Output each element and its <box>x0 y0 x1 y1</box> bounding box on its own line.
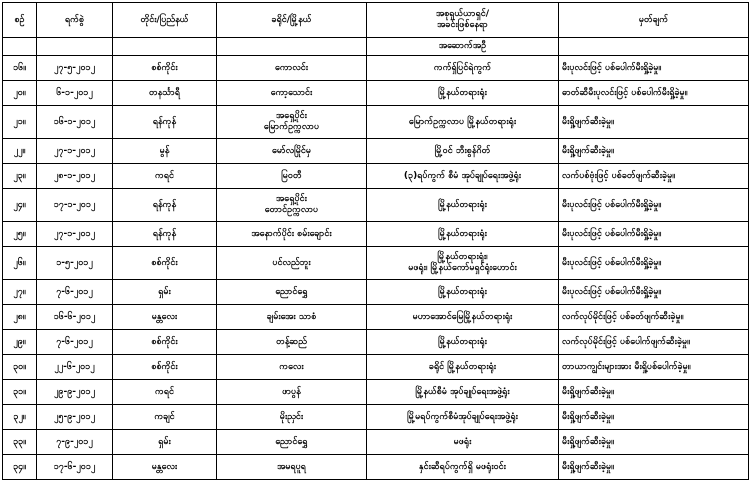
table-row <box>3 222 749 247</box>
incident-table <box>2 2 749 480</box>
row-remarks-cell: မီးပုလင်းဖြင့် ပစ်ပေါက်မီးရှို့ခဲ့မှု။ <box>559 189 749 222</box>
table-row <box>3 355 749 380</box>
row-region-cell: မန္တလေး <box>113 455 217 480</box>
table-row <box>3 56 749 81</box>
row-date-cell: ၇-၆-၂၀၁၂ <box>37 280 113 305</box>
row-date-cell: ၁၇-၆-၂၀၁၂ <box>37 455 113 480</box>
row-region-cell: စစ်ကိုင်း <box>113 247 217 280</box>
row-location-cell <box>367 56 559 81</box>
row-number-cell: ၂၂။ <box>3 139 37 164</box>
row-location-line: မြို့နယ်တရားရုံး <box>438 87 487 98</box>
section-empty-cell <box>37 38 113 56</box>
section-empty-cell <box>3 38 37 56</box>
row-region-cell: စစ်ကိုင်း <box>113 355 217 380</box>
table-row <box>3 164 749 189</box>
row-region-cell: ရန်ကုန် <box>113 106 217 139</box>
row-region-cell: ကရင် <box>113 164 217 189</box>
row-location-line: မဟာအောင်မြေမြို့နယ်တရားရုံး <box>412 311 513 322</box>
row-location-line: မြို့နယ်တရားရုံး <box>438 228 487 239</box>
row-remarks-cell: တာယာကျွင်းများအား မီးရှို့ပစ်ပေါက်ခဲ့မှု။ <box>559 355 749 380</box>
row-location-cell <box>367 106 559 139</box>
row-remarks-cell: မီးရှို့ဖျက်ဆီးခဲ့မှု။ <box>559 380 749 405</box>
row-region-cell: တနင်္သာရီ <box>113 81 217 106</box>
table-row <box>3 430 749 455</box>
row-date-cell: ၂၉-၉-၂၀၁၂ <box>37 380 113 405</box>
row-location-line: မဖရုံး <box>453 436 472 447</box>
row-remarks-cell: မီးပုလင်းဖြင့် ပစ်ပေါက်မီးရှို့ခဲ့မှု။ <box>559 280 749 305</box>
header-remarks: မှတ်ချက် <box>559 3 749 38</box>
row-date-cell: ၁၆-၆-၂၀၁၂ <box>37 305 113 330</box>
table-body <box>3 38 749 480</box>
row-number-cell: ၂၉။ <box>3 330 37 355</box>
row-township-cell: ကောလင်း <box>217 56 367 81</box>
row-date-cell: ၂၇-၅-၂၀၁၂ <box>37 56 113 81</box>
header-township: ခရိုင်/မြို့နယ် <box>217 3 367 38</box>
section-empty-cell <box>113 38 217 56</box>
row-location-line: နှင်းဆီရပ်ကွက်ရှိ မဖရုံးဝင်း <box>419 461 506 472</box>
row-location-cell <box>367 139 559 164</box>
table-row <box>3 247 749 280</box>
row-location-cell <box>367 305 559 330</box>
row-location-line: ခရိုင် မြို့နယ်တရားရုံး <box>428 361 497 372</box>
table-row <box>3 81 749 106</box>
header-date: ရက်စွဲ <box>37 3 113 38</box>
row-remarks-cell: မီးရှို့ဖျက်ဆီးခဲ့မှု။ <box>559 106 749 139</box>
row-location-line: မြို့နယ်စီမံ အုပ်ချုပ်ရေးအဖွဲ့ရုံး <box>415 386 510 397</box>
row-number-cell: ၃၀။ <box>3 355 37 380</box>
row-number-cell: ၃၂။ <box>3 405 37 430</box>
row-date-cell: ၂၇-၁-၂၀၁၂ <box>37 139 113 164</box>
row-region-cell: ရန်ကုန် <box>113 189 217 222</box>
row-location-cell <box>367 380 559 405</box>
row-township-cell: အမရပူရ <box>217 455 367 480</box>
row-location-cell <box>367 330 559 355</box>
row-township-cell: မော်လမြိုင်မှ <box>217 139 367 164</box>
table-row <box>3 305 749 330</box>
row-township-cell <box>217 106 367 139</box>
row-remarks-cell: မီးပုလင်းဖြင့် ပစ်ပေါက်မီးရှို့ခဲ့မှု။ <box>559 222 749 247</box>
row-region-cell: မန္တလေး <box>113 305 217 330</box>
row-location-cell <box>367 280 559 305</box>
section-title: အဆောက်အဦ <box>367 38 559 56</box>
row-region-cell: ရန်ကုန် <box>113 222 217 247</box>
row-township-cell: ဖာပွန် <box>217 380 367 405</box>
row-region-cell: စစ်ကိုင်း <box>113 56 217 81</box>
row-date-cell: ၆-၁-၂၀၁၂ <box>37 81 113 106</box>
table-row <box>3 330 749 355</box>
section-row <box>3 38 749 56</box>
row-region-cell: ကရင် <box>113 380 217 405</box>
row-location-cell <box>367 430 559 455</box>
header-row <box>3 3 749 38</box>
row-remarks-cell: လက်လုပ်မိုင်းဖြင့် ပစ်ခတ်ဖျက်ဆီးခဲ့မှု။ <box>559 305 749 330</box>
row-date-cell: ၂၅-၉-၂၀၁၂ <box>37 405 113 430</box>
row-location-line: ကက်ရှ်ပြင်ရဲကွက် <box>433 62 492 73</box>
row-number-cell: ၂၁။ <box>3 106 37 139</box>
row-date-cell: ၂၇-၁-၂၀၁၂ <box>37 222 113 247</box>
row-location-line: မြောက်ဥက္ကလာပ မြို့နယ်တရားရုံး <box>408 116 517 127</box>
row-region-cell: ကချင် <box>113 405 217 430</box>
section-empty-cell <box>559 38 749 56</box>
row-location-cell <box>367 189 559 222</box>
row-township-cell <box>217 189 367 222</box>
row-date-cell: ၇-၉-၂၀၁၂ <box>37 430 113 455</box>
row-location-cell <box>367 81 559 106</box>
row-township-cell: အနောက်ပိုင်း စမ်းချောင်း <box>217 222 367 247</box>
row-number-cell: ၃၁။ <box>3 380 37 405</box>
row-location-cell <box>367 247 559 280</box>
row-location-cell <box>367 355 559 380</box>
row-date-cell: ၂၂-၆-၂၀၁၂ <box>37 355 113 380</box>
row-region-cell: စစ်ကိုင်း <box>113 330 217 355</box>
row-township-line: တောင်ဥက္ကလာပ <box>264 205 319 215</box>
table-row <box>3 139 749 164</box>
row-date-cell: ၂၈-၁-၂၀၁၂ <box>37 164 113 189</box>
row-number-cell: ၃၃။ <box>3 430 37 455</box>
row-number-cell: ၂၀။ <box>3 81 37 106</box>
row-township-cell: မိုးညှင်း <box>217 405 367 430</box>
row-number-cell: ၂၄။ <box>3 189 37 222</box>
row-location-cell <box>367 222 559 247</box>
header-region: တိုင်း/ပြည်နယ် <box>113 3 217 38</box>
row-township-cell: ကလေး <box>217 355 367 380</box>
table-row <box>3 455 749 480</box>
row-township-cell: ညောင်ရွှေ <box>217 430 367 455</box>
row-date-cell: ၇-၆-၂၀၁၂ <box>37 330 113 355</box>
row-region-cell: မွန် <box>113 139 217 164</box>
row-number-cell: ၂၈။ <box>3 305 37 330</box>
row-remarks-cell: မီးရှို့ဖျက်ဆီးခဲ့မှု။ <box>559 405 749 430</box>
table-row <box>3 280 749 305</box>
row-location-line: မြို့နယ်တရားရုံး၊ <box>437 252 488 262</box>
row-region-cell: ရှမ်း <box>113 280 217 305</box>
row-township-cell: တန့်ဆည် <box>217 330 367 355</box>
row-township-line: အရှေ့ပိုင်း <box>276 194 307 204</box>
row-location-line: မြို့ဝင် ဘီးစွန်ဂိတ် <box>434 145 491 156</box>
row-remarks-cell: လက်ပစ်ဗုံးဖြင့် ပစ်ခတ်ဖျက်ဆီးခဲ့မှု။ <box>559 164 749 189</box>
row-remarks-cell: မီးပုလင်းဖြင့် ပစ်ပေါက်မီးရှို့ခဲ့မှု။ <box>559 56 749 81</box>
row-remarks-cell: လက်လုပ်မိုင်းဖြင့် ပစ်ပေါက်ဖျက်ဆီးခဲ့မှု။ <box>559 330 749 355</box>
header-office-line: အခင်းဖြစ်နေရာ <box>437 20 488 30</box>
header-office-line: အစုရှယ်ယာရှင်/ <box>435 9 490 19</box>
row-township-cell: ညောင်ရွှေ <box>217 280 367 305</box>
table-row <box>3 189 749 222</box>
row-number-cell: ၂၇။ <box>3 280 37 305</box>
row-location-line: (၃)ရပ်ကွက် စီမံ အုပ်ချုပ်ရေးအဖွဲ့ရုံး <box>403 170 522 181</box>
row-location-line: မြို့နယ်တရားရုံး <box>438 336 487 347</box>
table-row <box>3 405 749 430</box>
row-township-line: မြောက်ဥက္ကလာပ <box>263 122 320 132</box>
row-township-cell: ချမ်းအေး သာစံ <box>217 305 367 330</box>
row-date-cell: ၁-၅-၂၀၁၂ <box>37 247 113 280</box>
row-township-line: အရှေ့ပိုင်း <box>276 111 307 121</box>
row-location-cell <box>367 455 559 480</box>
row-location-line: မြို့မရပ်ကွက်စီမံအုပ်ချုပ်ရေးအဖွဲ့ရုံး <box>407 411 518 422</box>
row-location-line: မြို့နယ်တရားရုံး <box>438 286 487 297</box>
row-location-line: မြို့နယ်တရားရုံး <box>438 199 487 210</box>
header-office <box>367 3 559 38</box>
row-location-line: မဖရုံး၊ မြို့နယ်ကော်မရှင်ရုံးဟောင်း <box>408 263 517 273</box>
row-date-cell: ၁၆-၁-၂၀၁၂ <box>37 106 113 139</box>
row-remarks-cell: မီးပုလင်းဖြင့် ပစ်ပေါက်မီးရှို့ခဲ့မှု။ <box>559 247 749 280</box>
row-remarks-cell: မီးရှို့ဖျက်ဆီးခဲ့မှု။ <box>559 430 749 455</box>
row-number-cell: ၂၆။ <box>3 247 37 280</box>
row-number-cell: ၁၆။ <box>3 56 37 81</box>
row-region-cell: ရှမ်း <box>113 430 217 455</box>
row-remarks-cell: ဓာတ်ဆီမီးပုလင်းဖြင့် ပစ်ပေါက်မီးရှို့ခဲ့မှု။ <box>559 81 749 106</box>
header-no: စဉ် <box>3 3 37 38</box>
row-number-cell: ၂၅။ <box>3 222 37 247</box>
table-row <box>3 106 749 139</box>
row-number-cell: ၂၃။ <box>3 164 37 189</box>
row-township-cell: မြဝတီ <box>217 164 367 189</box>
row-township-cell: ပင်လည်ဘူး <box>217 247 367 280</box>
row-remarks-cell: မီးရှို့ဖျက်ဆီးခဲ့မှု။ <box>559 139 749 164</box>
row-location-cell <box>367 405 559 430</box>
row-township-cell: ကော့သောင်း <box>217 81 367 106</box>
table-row <box>3 380 749 405</box>
row-location-cell <box>367 164 559 189</box>
row-number-cell: ၃၄။ <box>3 455 37 480</box>
row-remarks-cell: မီးရှို့ဖျက်ဆီးခဲ့မှု။ <box>559 455 749 480</box>
row-date-cell: ၁၇-၁-၂၀၁၂ <box>37 189 113 222</box>
section-empty-cell <box>217 38 367 56</box>
